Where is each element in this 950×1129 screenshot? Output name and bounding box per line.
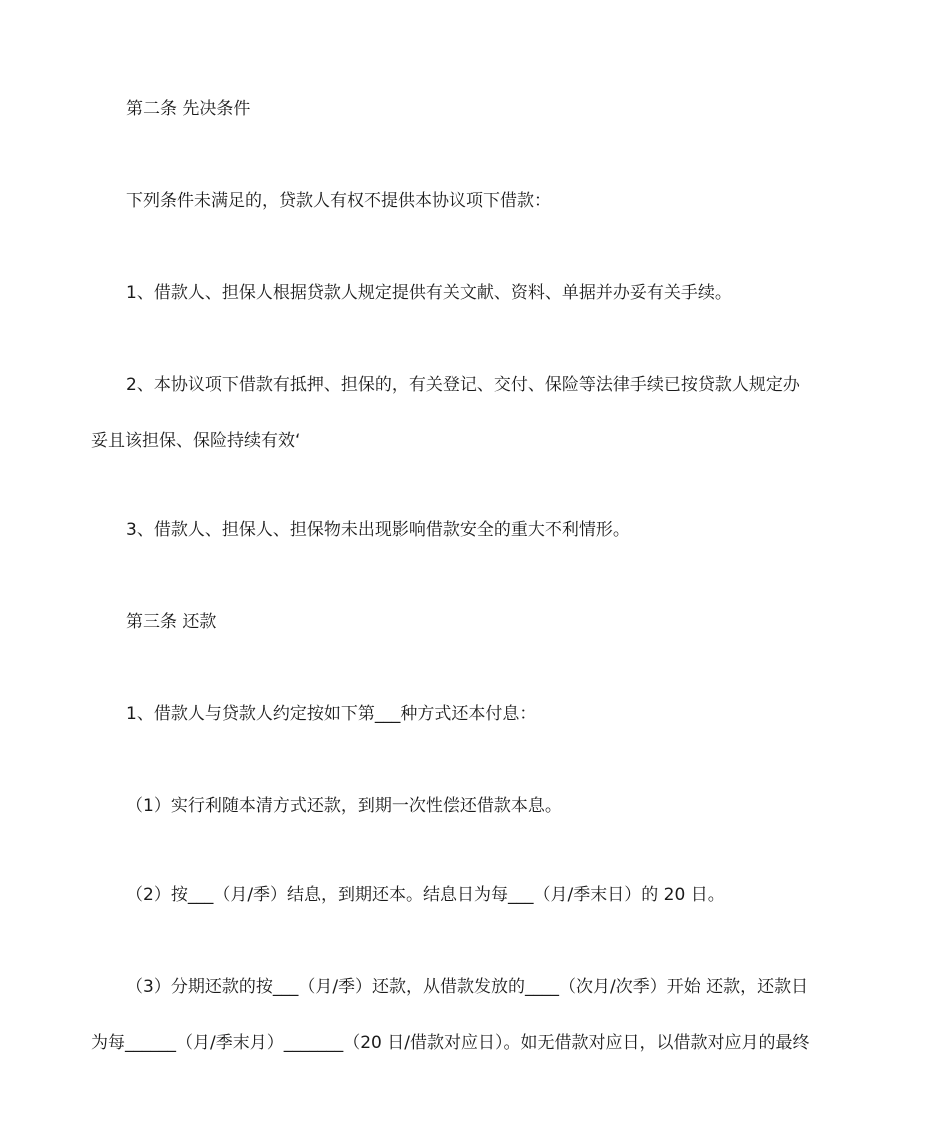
paragraph-condition-3: 3、借款人、担保人、担保物未出现影响借款安全的重大不利情形。 [126, 520, 630, 540]
paragraph-repayment-method: 1、借款人与贷款人约定按如下第___种方式还本付息： [126, 704, 537, 724]
paragraph-condition-1: 1、借款人、担保人根据贷款人规定提供有关文献、资料、单据并办妥有关手续。 [126, 283, 732, 303]
section-heading-article-3: 第三条 还款 [126, 612, 217, 632]
paragraph-option-2: （2）按___（月/季）结息，到期还本。结息日为每___（月/季末日）的 20 日。 [126, 885, 725, 905]
paragraph-condition-2-line-2: 妥且该担保、保险持续有效‘ [91, 431, 301, 451]
paragraph-option-3-line-1: （3）分期还款的按___（月/季）还款，从借款发放的____（次月/次季）开始 还款，还款日 [126, 977, 809, 997]
paragraph-condition-2-line-1: 2、本协议项下借款有抵押、担保的，有关登记、交付、保险等法律手续已按贷款人规定办 [126, 375, 800, 395]
section-heading-article-2: 第二条 先决条件 [126, 99, 251, 119]
paragraph-option-1: （1）实行利随本清方式还款，到期一次性偿还借款本息。 [126, 796, 562, 816]
paragraph-option-3-line-2: 为每______（月/季末月）_______（20 日/借款对应日）。如无借款对应日，以借款对应月的最终 [91, 1033, 810, 1053]
paragraph-conditions-intro: 下列条件未满足的，贷款人有权不提供本协议项下借款： [126, 191, 551, 211]
